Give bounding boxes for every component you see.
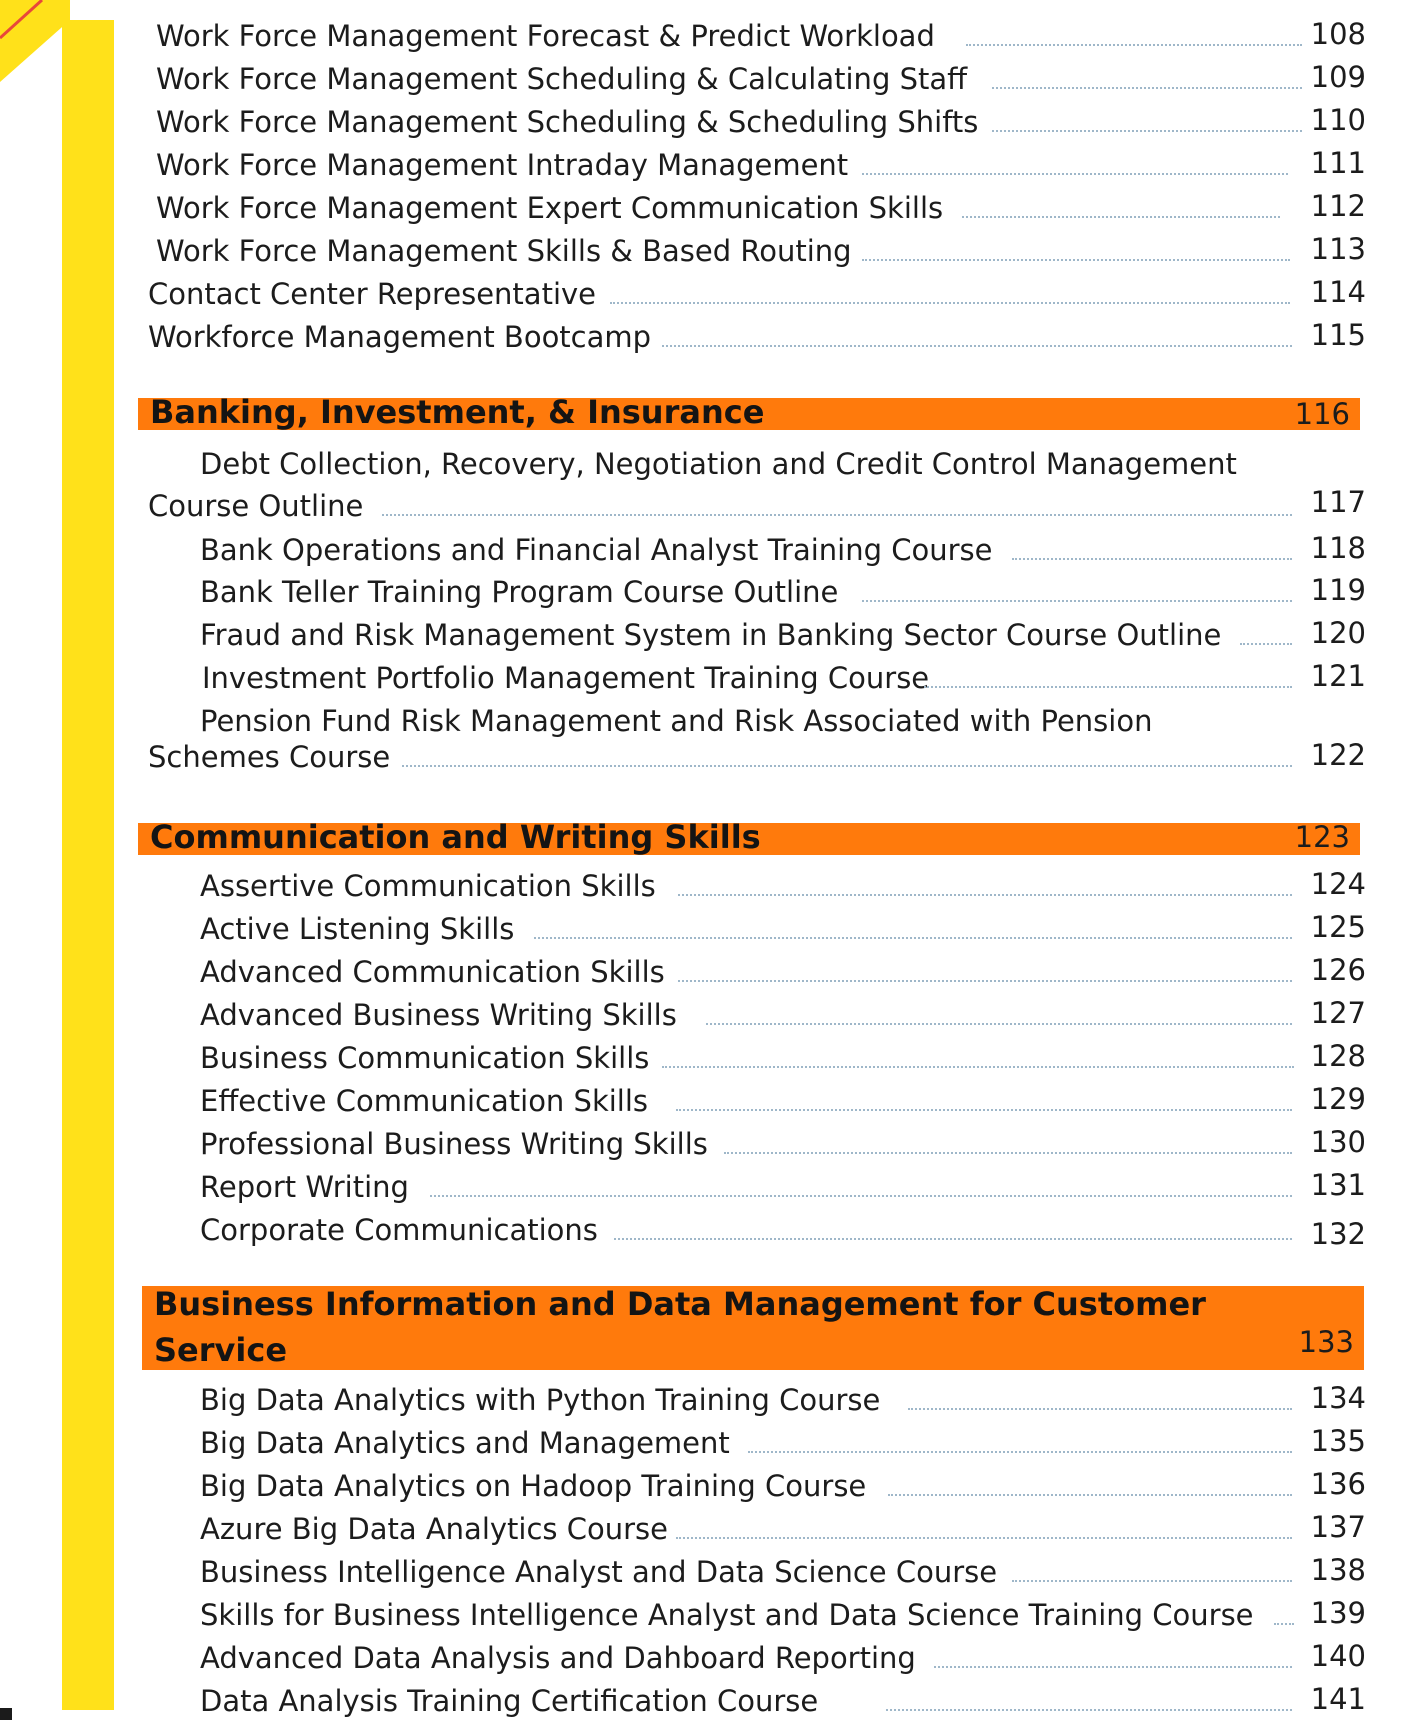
toc-entry[interactable] [0,1634,1414,1674]
toc-entry[interactable] [0,568,1414,608]
leader-dots [678,980,1292,982]
section-heading-communication[interactable] [138,818,1360,856]
toc-entry-title: Advanced Data Analysis and Dahboard Reporting [200,1641,916,1675]
toc-entry-title: Business Communication Skills [200,1041,650,1075]
toc-entry-title: Big Data Analytics on Hadoop Training Course [200,1469,867,1503]
toc-entry-title: Investment Portfolio Management Training Course [202,661,930,695]
toc-entry-title: Big Data Analytics and Management [200,1426,730,1460]
toc-entry-multiline[interactable] [0,697,1414,779]
toc-entry[interactable] [0,1376,1414,1416]
toc-entry-page: 122 [1310,738,1366,772]
section-page: 116 [1294,397,1350,431]
toc-entry-title: Report Writing [200,1170,409,1204]
toc-entry-title: Contact Center Representative [148,277,596,311]
toc-entry-title: Work Force Management Expert Communication Skills [156,191,944,225]
toc-entry-page: 138 [1310,1553,1366,1587]
leader-dots [678,894,1292,896]
section-page: 133 [1298,1325,1354,1359]
toc-entry[interactable] [0,991,1414,1031]
leader-dots [610,302,1290,304]
leader-dots [1012,1580,1292,1582]
toc-entry-title: Work Force Management Forecast & Predict Workload [156,19,935,53]
toc-entry-title: Work Force Management Scheduling & Calculating Staff [156,62,968,96]
toc-entry-page: 111 [1310,146,1366,180]
toc-entry-title-line1: Pension Fund Risk Management and Risk Associated with Pension [200,704,1153,738]
section-title: Communication and Writing Skills [150,818,761,856]
toc-entry-title: Effective Communication Skills [200,1084,649,1118]
toc-entry-page: 131 [1310,1168,1366,1202]
toc-entry-multiline[interactable] [0,440,1414,522]
leader-dots [924,686,1292,688]
toc-entry[interactable] [0,313,1414,353]
toc-entry-title: Azure Big Data Analytics Course [200,1512,668,1546]
toc-entry[interactable] [0,1077,1414,1117]
toc-entry[interactable] [0,184,1414,224]
toc-entry-page: 141 [1310,1682,1366,1716]
toc-entry-title: Big Data Analytics with Python Training Course [200,1383,881,1417]
toc-entry-page: 108 [1310,17,1366,51]
toc-entry-page: 112 [1310,189,1366,223]
toc-entry[interactable] [0,227,1414,267]
toc-entry-page: 114 [1310,275,1366,309]
leader-dots [934,1666,1292,1668]
leader-dots [966,44,1302,46]
toc-entry[interactable] [0,1419,1414,1459]
toc-entry[interactable] [0,1206,1414,1251]
toc-entry-title-line2: Schemes Course [148,740,391,774]
leader-dots [862,173,1288,175]
toc-entry-page: 113 [1310,232,1366,266]
toc-entry-page: 128 [1310,1039,1366,1073]
section-title: Banking, Investment, & Insurance [150,393,765,431]
toc-entry-title: Business Intelligence Analyst and Data Science Course [200,1555,998,1589]
toc-entry[interactable] [0,270,1414,310]
toc-entry-title: Professional Business Writing Skills [200,1127,708,1161]
toc-entry[interactable] [0,12,1414,52]
toc-entry-page: 118 [1310,531,1366,565]
leader-dots [748,1451,1292,1453]
toc-entry-page: 140 [1310,1639,1366,1673]
toc-entry-page: 124 [1310,867,1366,901]
leader-dots [886,1709,1292,1711]
toc-entry-page: 117 [1310,485,1366,519]
toc-entry-title: Assertive Communication Skills [200,869,656,903]
toc-entry-page: 119 [1310,573,1366,607]
toc-entry[interactable] [0,611,1414,651]
leader-dots [534,937,1292,939]
toc-entry-page: 121 [1310,659,1366,693]
toc-entry-page: 129 [1310,1082,1366,1116]
leader-dots [862,259,1290,261]
toc-entry[interactable] [0,1163,1414,1203]
toc-entry-title: Corporate Communications [200,1213,598,1247]
leader-dots [962,216,1280,218]
toc-entry-page: 120 [1310,616,1366,650]
leader-dots [992,87,1302,89]
toc-entry-title: Workforce Management Bootcamp [148,320,652,354]
toc-entry-title-line1: Debt Collection, Recovery, Negotiation and Credit Control Management [200,447,1237,481]
toc-entry-page: 127 [1310,996,1366,1030]
leader-dots [402,765,1292,767]
toc-entry-title: Work Force Management Intraday Management [156,148,849,182]
toc-entry-title: Skills for Business Intelligence Analyst and Data Science Training Course [200,1598,1254,1632]
leader-dots [862,600,1292,602]
toc-entry-page: 134 [1310,1381,1366,1415]
toc-entry-page: 135 [1310,1424,1366,1458]
toc-entry[interactable] [0,1462,1414,1502]
leader-dots [992,130,1302,132]
toc-entry-page: 139 [1310,1596,1366,1630]
section-title-line1: Business Information and Data Management for Customer [154,1285,1206,1323]
leader-dots [908,1408,1292,1410]
toc-entry[interactable] [0,98,1414,138]
toc-entry[interactable] [0,654,1414,694]
leader-dots [724,1152,1292,1154]
toc-entry[interactable] [0,1034,1414,1074]
toc-entry-page: 125 [1310,910,1366,944]
section-heading-business-info[interactable] [142,1286,1364,1370]
toc-entry[interactable] [0,55,1414,95]
toc-entry-page: 130 [1310,1125,1366,1159]
leader-dots [382,514,1292,516]
leader-dots [1012,558,1292,560]
toc-entry-title-line2: Course Outline [148,489,364,523]
leader-dots [1274,1623,1294,1625]
leader-dots [888,1494,1292,1496]
toc-entry[interactable] [0,862,1414,902]
toc-entry-title: Bank Operations and Financial Analyst Training Course [200,533,993,567]
toc-entry[interactable] [0,141,1414,181]
toc-entry-page: 109 [1310,60,1366,94]
leader-dots [1240,643,1292,645]
toc-entry-title: Advanced Communication Skills [200,955,665,989]
leader-dots [614,1238,1292,1240]
toc-entry[interactable] [0,905,1414,945]
toc-entry[interactable] [0,526,1414,566]
toc-entry-title: Work Force Management Scheduling & Scheduling Shifts [156,105,979,139]
toc-entry-title: Work Force Management Skills & Based Routing [156,234,852,268]
leader-dots [706,1023,1292,1025]
toc-entry[interactable] [0,948,1414,988]
leader-dots [430,1195,1292,1197]
leader-dots [676,1537,1292,1539]
toc-entry-title: Data Analysis Training Certification Course [200,1684,819,1718]
leader-dots [662,1066,1294,1068]
toc-entry[interactable] [0,1505,1414,1545]
section-page: 123 [1294,820,1350,854]
toc-entry[interactable] [0,1548,1414,1588]
toc-entry-page: 110 [1310,103,1366,137]
toc-entry-title: Fraud and Risk Management System in Banking Sector Course Outline [200,618,1222,652]
toc-entry-title: Active Listening Skills [200,912,515,946]
toc-entry[interactable] [0,1591,1414,1631]
section-title-line2: Service [154,1331,288,1369]
toc-entry-page: 132 [1310,1217,1366,1251]
toc-entry[interactable] [0,1120,1414,1160]
leader-dots [662,345,1292,347]
toc-entry-title: Bank Teller Training Program Course Outline [200,575,839,609]
toc-entry[interactable] [0,1677,1414,1717]
toc-entry-page: 136 [1310,1467,1366,1501]
leader-dots [676,1109,1292,1111]
toc-entry-title: Advanced Business Writing Skills [200,998,677,1032]
toc-entry-page: 137 [1310,1510,1366,1544]
toc-entry-page: 126 [1310,953,1366,987]
toc-entry-page: 115 [1310,318,1366,352]
section-heading-banking[interactable] [138,393,1360,431]
